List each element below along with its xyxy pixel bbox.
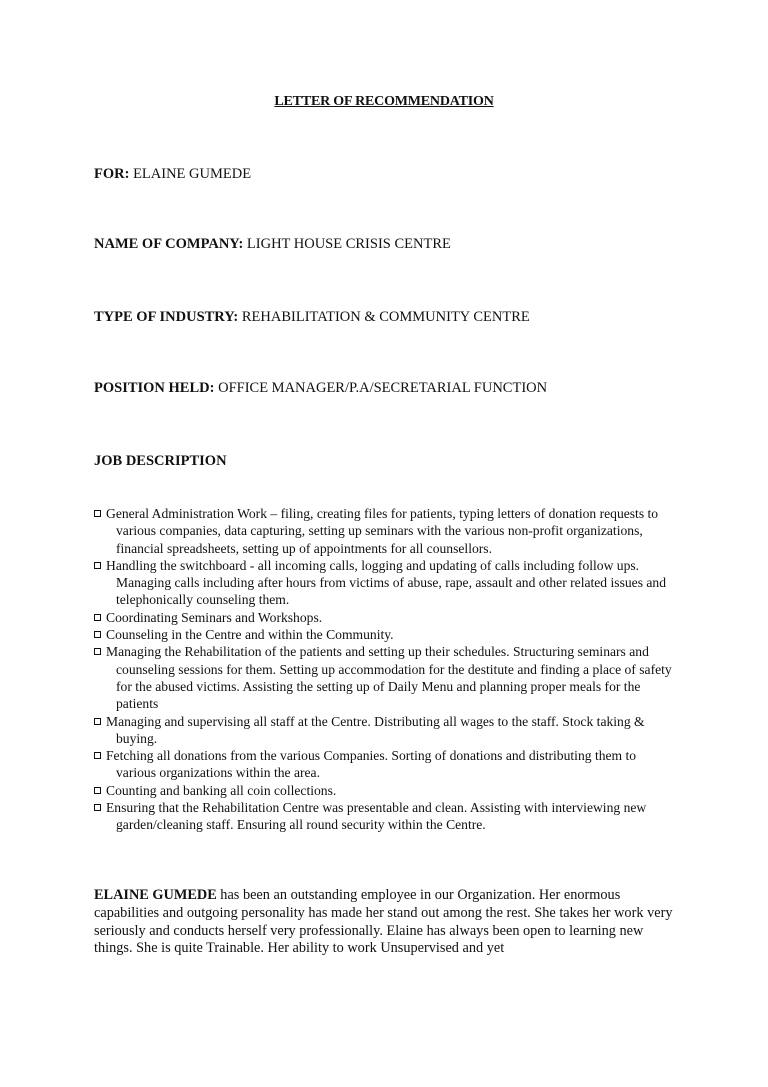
- list-item: Fetching all donations from the various Companies. Sorting of donations and distributing them to various organizations within the area.: [94, 747, 674, 782]
- list-item: Coordinating Seminars and Workshops.: [94, 609, 674, 626]
- list-item: Managing and supervising all staff at the Centre. Distributing all wages to the staff. Stock taking & buying.: [94, 713, 674, 748]
- position-value: OFFICE MANAGER/P.A/SECRETARIAL FUNCTION: [214, 380, 548, 396]
- checkbox-bullet-icon: [94, 718, 101, 725]
- position-line: [94, 380, 547, 397]
- for-value: ELAINE GUMEDE: [129, 166, 252, 182]
- checkbox-bullet-icon: [94, 510, 101, 517]
- checkbox-bullet-icon: [94, 562, 101, 569]
- checkbox-bullet-icon: [94, 752, 101, 759]
- list-item: Managing the Rehabilitation of the patients and setting up their schedules. Structuring seminars and counseling sessions for them. Setting up accommodation for the destitute and finding a place of safety for the abused victims. Assisting the setting up of Daily Menu and planning proper meals for the patients: [94, 643, 674, 712]
- closing-name: ELAINE GUMEDE: [94, 887, 217, 903]
- list-item: General Administration Work – filing, creating files for patients, typing letters of donation requests to various companies, data capturing, setting up seminars with the various non-profit organizations, financial spreadsheets, setting up of appointments for all counsellors.: [94, 505, 674, 557]
- industry-line: [94, 309, 530, 326]
- checkbox-bullet-icon: [94, 804, 101, 811]
- list-item: Handling the switchboard - all incoming calls, logging and updating of calls including follow ups. Managing calls including after hours from victims of abuse, rape, assault and other related issues and telephonically counseling them.: [94, 557, 674, 609]
- checkbox-bullet-icon: [94, 614, 101, 621]
- checkbox-bullet-icon: [94, 631, 101, 638]
- list-item: Counting and banking all coin collections.: [94, 782, 674, 799]
- job-description-heading: JOB DESCRIPTION: [94, 453, 227, 469]
- letter-title: LETTER OF RECOMMENDATION: [274, 94, 494, 109]
- industry-value: REHABILITATION & COMMUNITY CENTRE: [238, 309, 530, 325]
- industry-label: TYPE OF INDUSTRY:: [94, 309, 239, 325]
- company-value: LIGHT HOUSE CRISIS CENTRE: [243, 236, 451, 252]
- list-item: Ensuring that the Rehabilitation Centre was presentable and clean. Assisting with interviewing new garden/cleaning staff. Ensuring all round security within the Centre.: [94, 799, 674, 834]
- position-label: POSITION HELD:: [94, 380, 215, 396]
- closing-text: has been an outstanding employee in our Organization. Her enormous capabilities and outgoing personality has made her stand out among the rest. She takes her work very seriously and conducts herself very professionally. Elaine has always been open to learning new things. She is quite Trainable. Her ability to work Unsupervised and yet: [94, 887, 673, 957]
- list-item: Counseling in the Centre and within the Community.: [94, 626, 674, 643]
- for-label: FOR:: [94, 166, 130, 182]
- job-list: [94, 505, 674, 834]
- checkbox-bullet-icon: [94, 648, 101, 655]
- company-label: NAME OF COMPANY:: [94, 236, 244, 252]
- closing-paragraph: [94, 887, 684, 958]
- checkbox-bullet-icon: [94, 787, 101, 794]
- company-line: [94, 236, 451, 253]
- for-line: [94, 166, 251, 183]
